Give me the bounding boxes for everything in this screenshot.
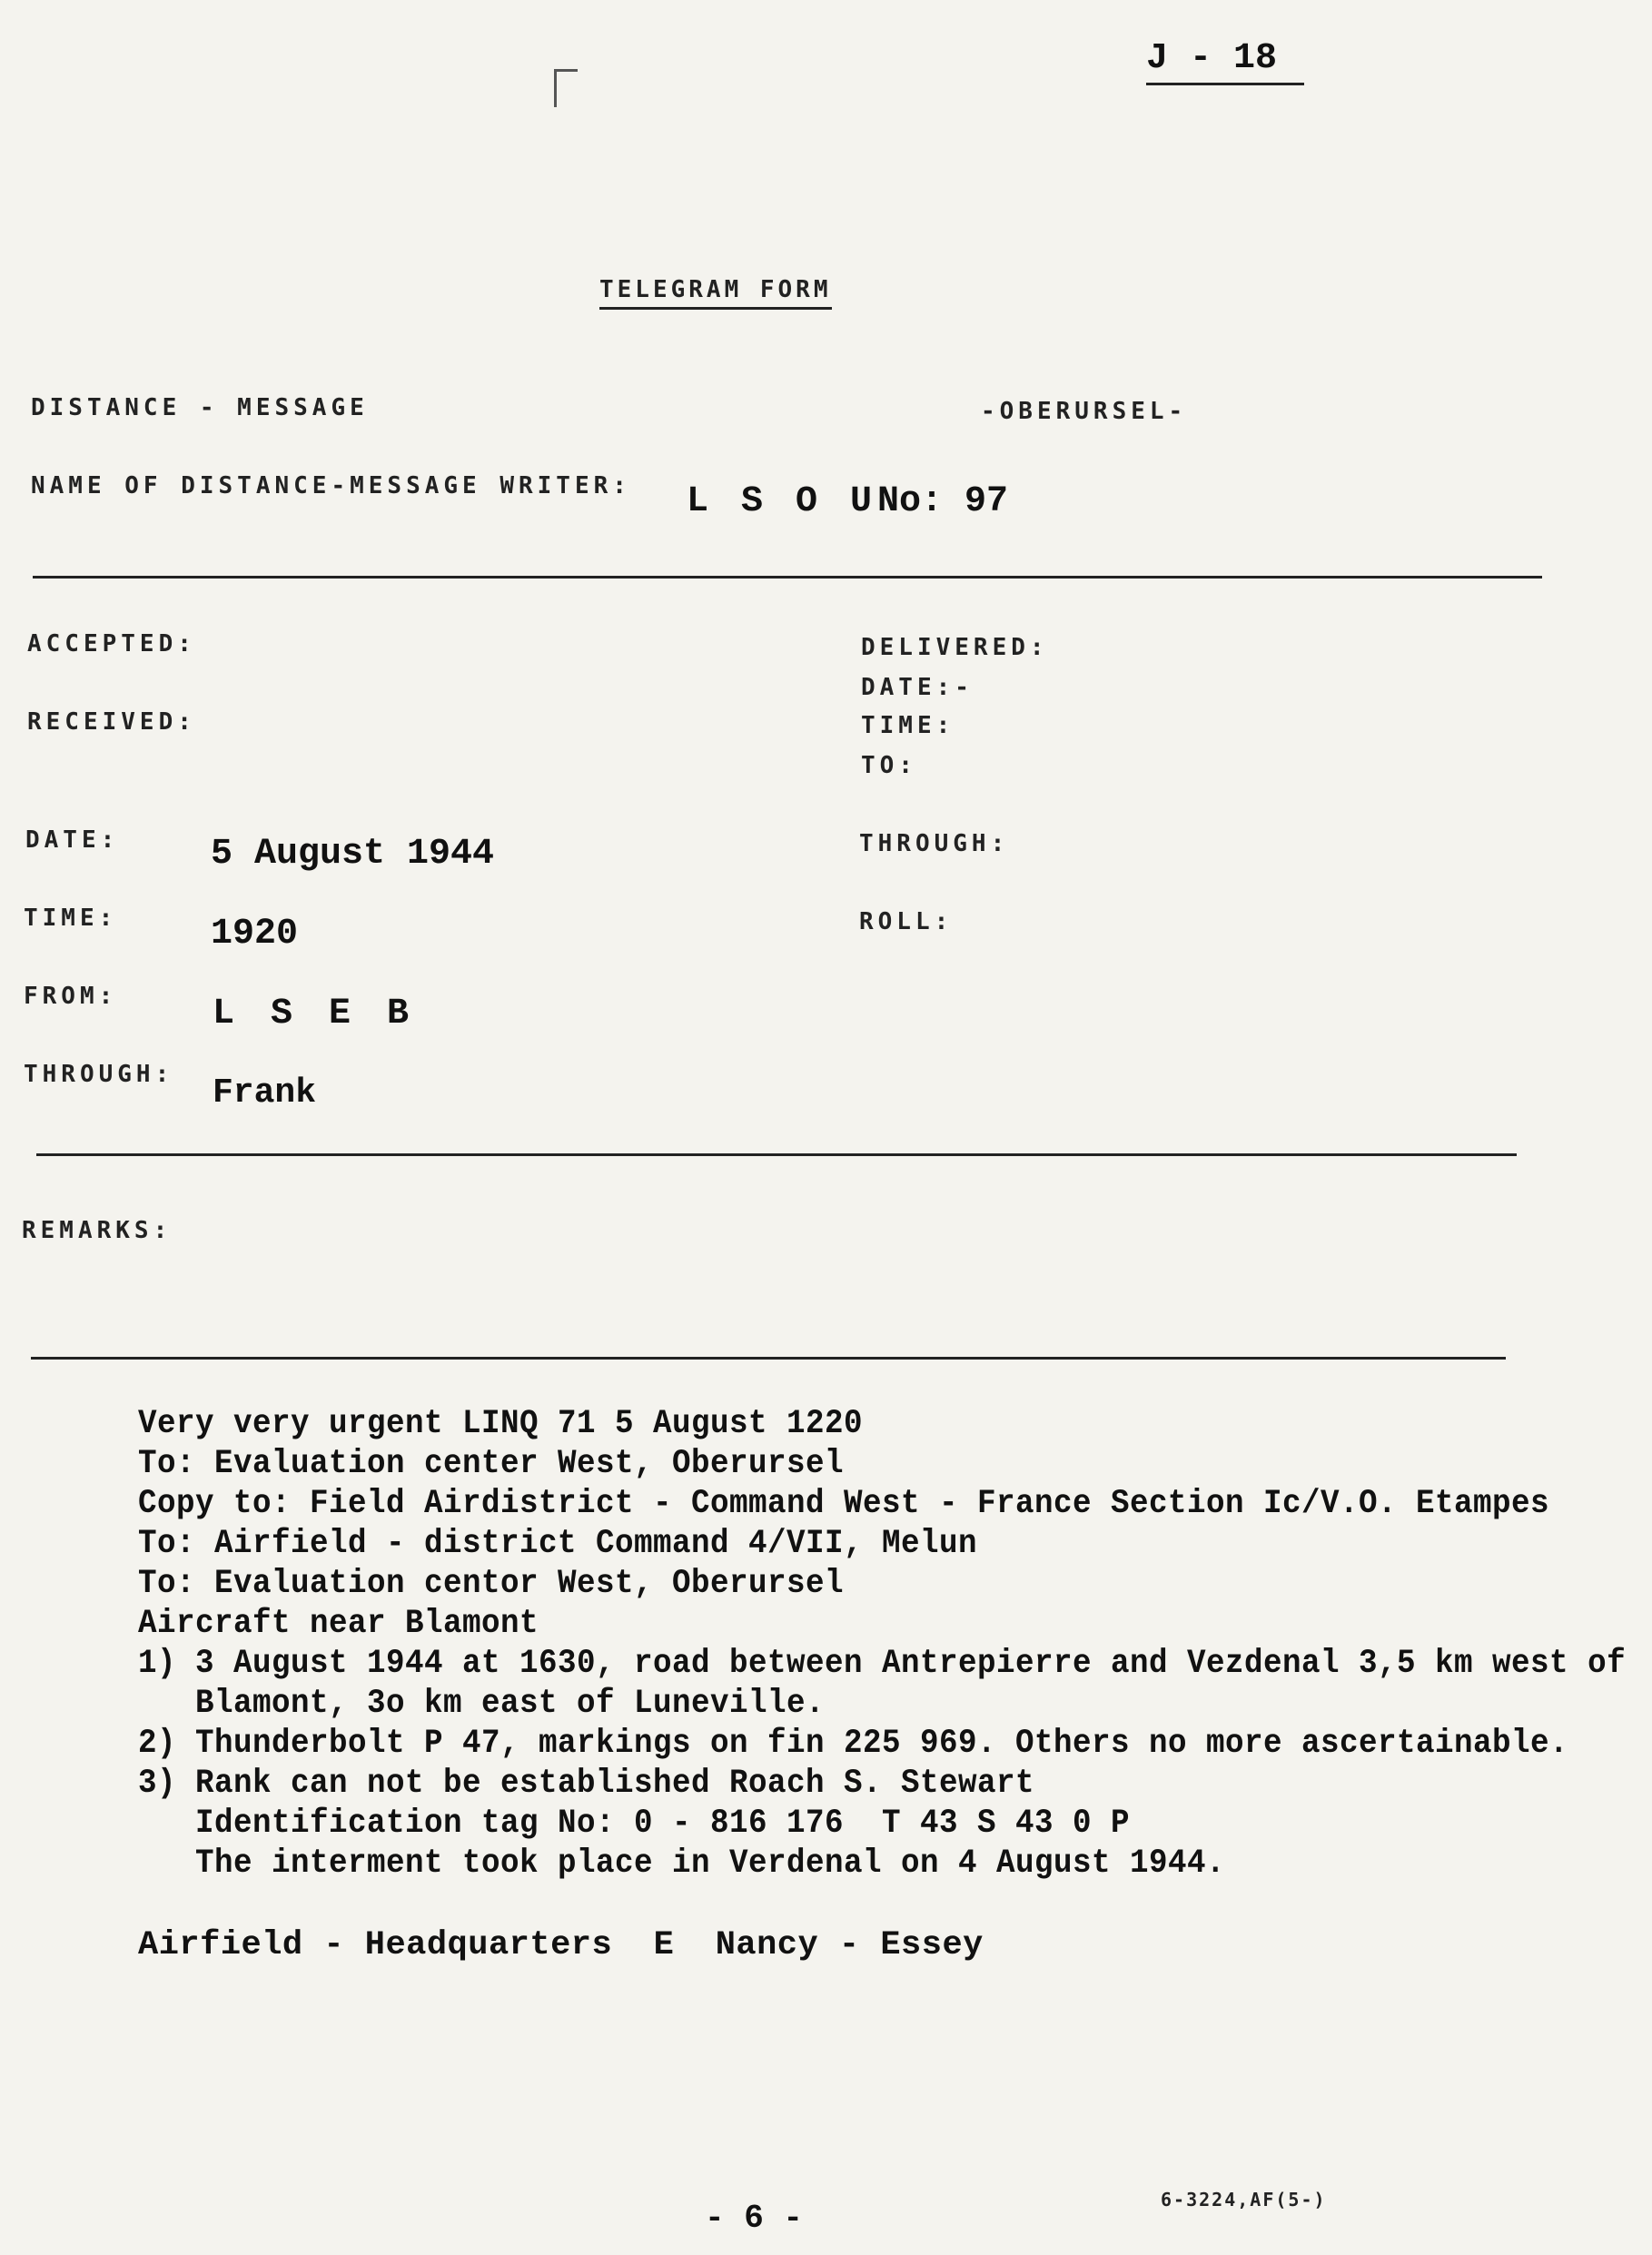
form-code: 6-3224,AF(5-) xyxy=(1161,2189,1327,2210)
message-body xyxy=(138,1404,1652,1884)
message-line: Identification tag No: 0 - 816 176 T 43 S 43 0 P xyxy=(138,1805,1131,1843)
remarks-label: REMARKS: xyxy=(22,1217,173,1244)
delivered-date-label: DATE:- xyxy=(861,674,974,701)
through-label: THROUGH: xyxy=(24,1061,174,1088)
form-title: TELEGRAM FORM xyxy=(599,276,832,310)
accepted-label: ACCEPTED: xyxy=(27,630,196,658)
writer-label: NAME OF DISTANCE-MESSAGE WRITER: xyxy=(31,472,631,499)
delivered-to-label: TO: xyxy=(861,752,917,779)
delivered-label: DELIVERED: xyxy=(861,634,1049,661)
message-line: 1) 3 August 1944 at 1630, road between Antrepierre and Vezdenal 3,5 km west of xyxy=(138,1645,1627,1683)
date-label: DATE: xyxy=(25,826,120,854)
time-value: 1920 xyxy=(211,914,299,954)
message-line: Copy to: Field Airdistrict - Command West - France Section Ic/V.O. Etampes xyxy=(138,1485,1550,1523)
stray-mark xyxy=(554,69,578,72)
writer-number: No: 97 xyxy=(877,481,1009,522)
from-label: FROM: xyxy=(24,983,118,1010)
signature: Airfield - Headquarters E Nancy - Essey xyxy=(138,1926,984,1964)
message-line: To: Evaluation centor West, Oberursel xyxy=(138,1565,845,1603)
message-line: The interment took place in Verdenal on 4 August 1944. xyxy=(138,1845,1226,1883)
message-line: To: Evaluation center West, Oberursel xyxy=(138,1445,845,1483)
message-line: 2) Thunderbolt P 47, markings on fin 225 969. Others no more ascertainable. xyxy=(138,1725,1569,1763)
message-line: Blamont, 3o km east of Luneville. xyxy=(138,1685,826,1723)
distance-message-label: DISTANCE - MESSAGE xyxy=(31,394,369,421)
writer-value: L S O U xyxy=(687,481,878,522)
delivered-time-label: TIME: xyxy=(861,712,955,739)
stray-mark xyxy=(554,71,557,107)
location-label: -OBERURSEL- xyxy=(981,398,1188,425)
document-number: J - 18 xyxy=(1146,38,1304,85)
message-line: Very very urgent LINQ 71 5 August 1220 xyxy=(138,1405,864,1443)
divider xyxy=(36,1153,1517,1156)
message-line: Aircraft near Blamont xyxy=(138,1605,539,1643)
page-number: - 6 - xyxy=(705,2200,804,2237)
divider xyxy=(33,576,1542,579)
through-right-label: THROUGH: xyxy=(859,830,1010,857)
through-value: Frank xyxy=(213,1073,317,1113)
date-value: 5 August 1944 xyxy=(211,834,495,875)
roll-label: ROLL: xyxy=(859,908,954,935)
from-value: L S E B xyxy=(213,994,417,1034)
time-label: TIME: xyxy=(24,905,118,932)
message-line: 3) Rank can not be established Roach S. Stewart xyxy=(138,1765,1035,1803)
divider xyxy=(31,1357,1506,1360)
message-line: To: Airfield - district Command 4/VII, Melun xyxy=(138,1525,978,1563)
received-label: RECEIVED: xyxy=(27,708,196,736)
